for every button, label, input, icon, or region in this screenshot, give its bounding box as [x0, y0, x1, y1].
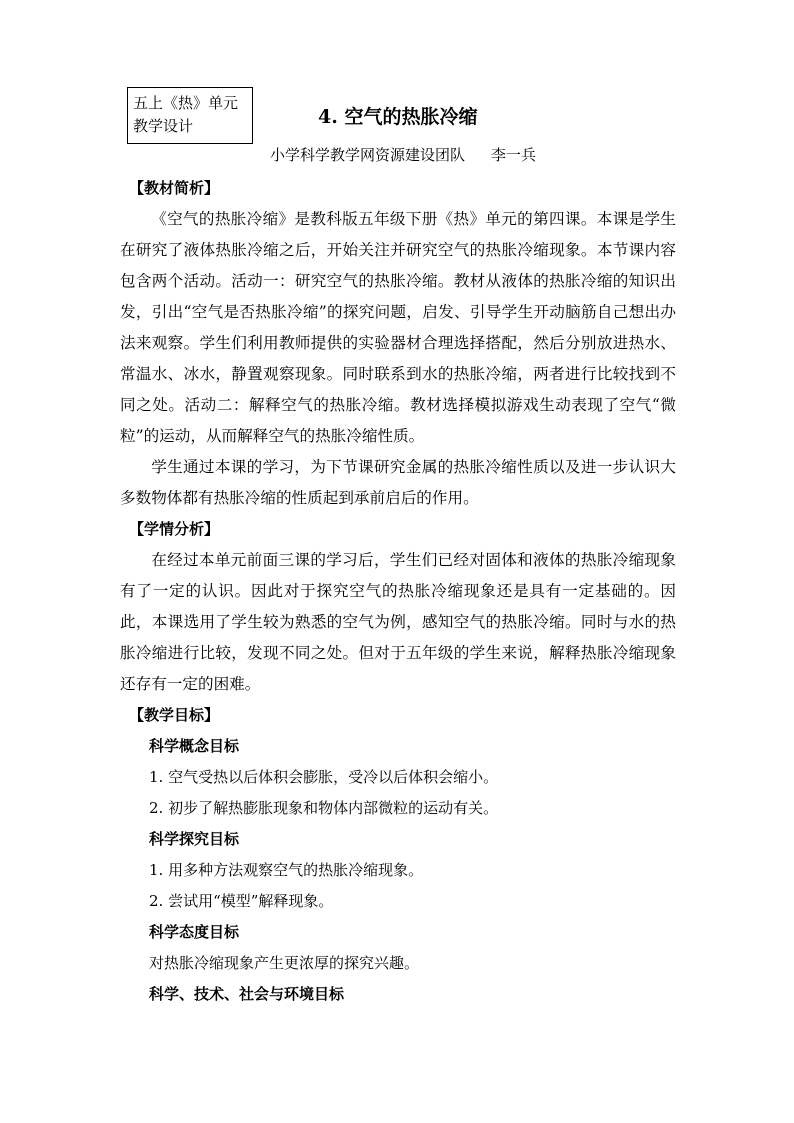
material-paragraph-2: 学生通过本课的学习，为下节课研究金属的热胀冷缩性质以及进一步认识大多数物体都有热胀冷缩的性质起到承前启后的作用。 — [120, 458, 676, 507]
goal-item: 2. 尝试用“模型”解释现象。 — [149, 892, 334, 910]
unit-label-box — [127, 87, 253, 144]
goal-item: 对热胀冷缩现象产生更浓厚的探究兴趣。 — [149, 954, 420, 972]
goal-title-sts: 科学、技术、社会与环境目标 — [149, 985, 345, 1003]
byline-author: 李一兵 — [491, 146, 537, 164]
section-heading-learner: 【学情分析】 — [129, 520, 220, 538]
goal-title-inquiry: 科学探究目标 — [149, 830, 240, 848]
section-heading-material: 【教材简析】 — [129, 179, 220, 197]
goal-item: 1. 空气受热以后体积会膨胀，受冷以后体积会缩小。 — [149, 768, 499, 786]
goal-item: 1. 用多种方法观察空气的热胀冷缩现象。 — [149, 861, 424, 879]
document-body — [120, 173, 676, 1010]
goal-title-concept: 科学概念目标 — [149, 737, 240, 755]
goal-title-attitude: 科学态度目标 — [149, 923, 240, 941]
byline-org: 小学科学教学网资源建设团队 — [270, 146, 466, 164]
material-paragraph-1: 《空气的热胀冷缩》是教科版五年级下册《热》单元的第四课。本课是学生在研究了液体热胀冷缩之后，开始关注并研究空气的热胀冷缩现象。本节课内容包含两个活动。活动一：研究空气的热胀冷缩。教材从液体的热胀冷缩的知识出发，引出“空气是否热胀冷缩”的探究问题，启发、引导学生开动脑筋自己想出办法来观察。学生们利用教师提供的实验器材合理选择搭配，然后分别放进热水、常温水、冰水，静置观察现象。同时联系到水的热胀冷缩，两者进行比较找到不同之处。活动二：解释空气的热胀冷缩。教材选择模拟游戏生动表现了空气“微粒”的运动，从而解释空气的热胀冷缩性质。 — [120, 210, 676, 445]
unit-label-line1: 五上《热》单元 — [133, 94, 239, 112]
section-heading-goals: 【教学目标】 — [129, 706, 220, 724]
byline — [270, 144, 536, 166]
learner-paragraph-1: 在经过本单元前面三课的学习后，学生们已经对固体和液体的热胀冷缩现象有了一定的认识。因此对于探究空气的热胀冷缩现象还是具有一定基础的。因此，本课选用了学生较为熟悉的空气为例，感知空气的热胀冷缩。同时与水的热胀冷缩进行比较，发现不同之处。但对于五年级的学生来说，解释热胀冷缩现象还存有一定的困难。 — [120, 551, 676, 693]
page-title: 4. 空气的热胀冷缩 — [318, 106, 478, 128]
unit-label-line2: 教学设计 — [133, 117, 194, 135]
goal-item: 2. 初步了解热膨胀现象和物体内部微粒的运动有关。 — [149, 799, 499, 817]
